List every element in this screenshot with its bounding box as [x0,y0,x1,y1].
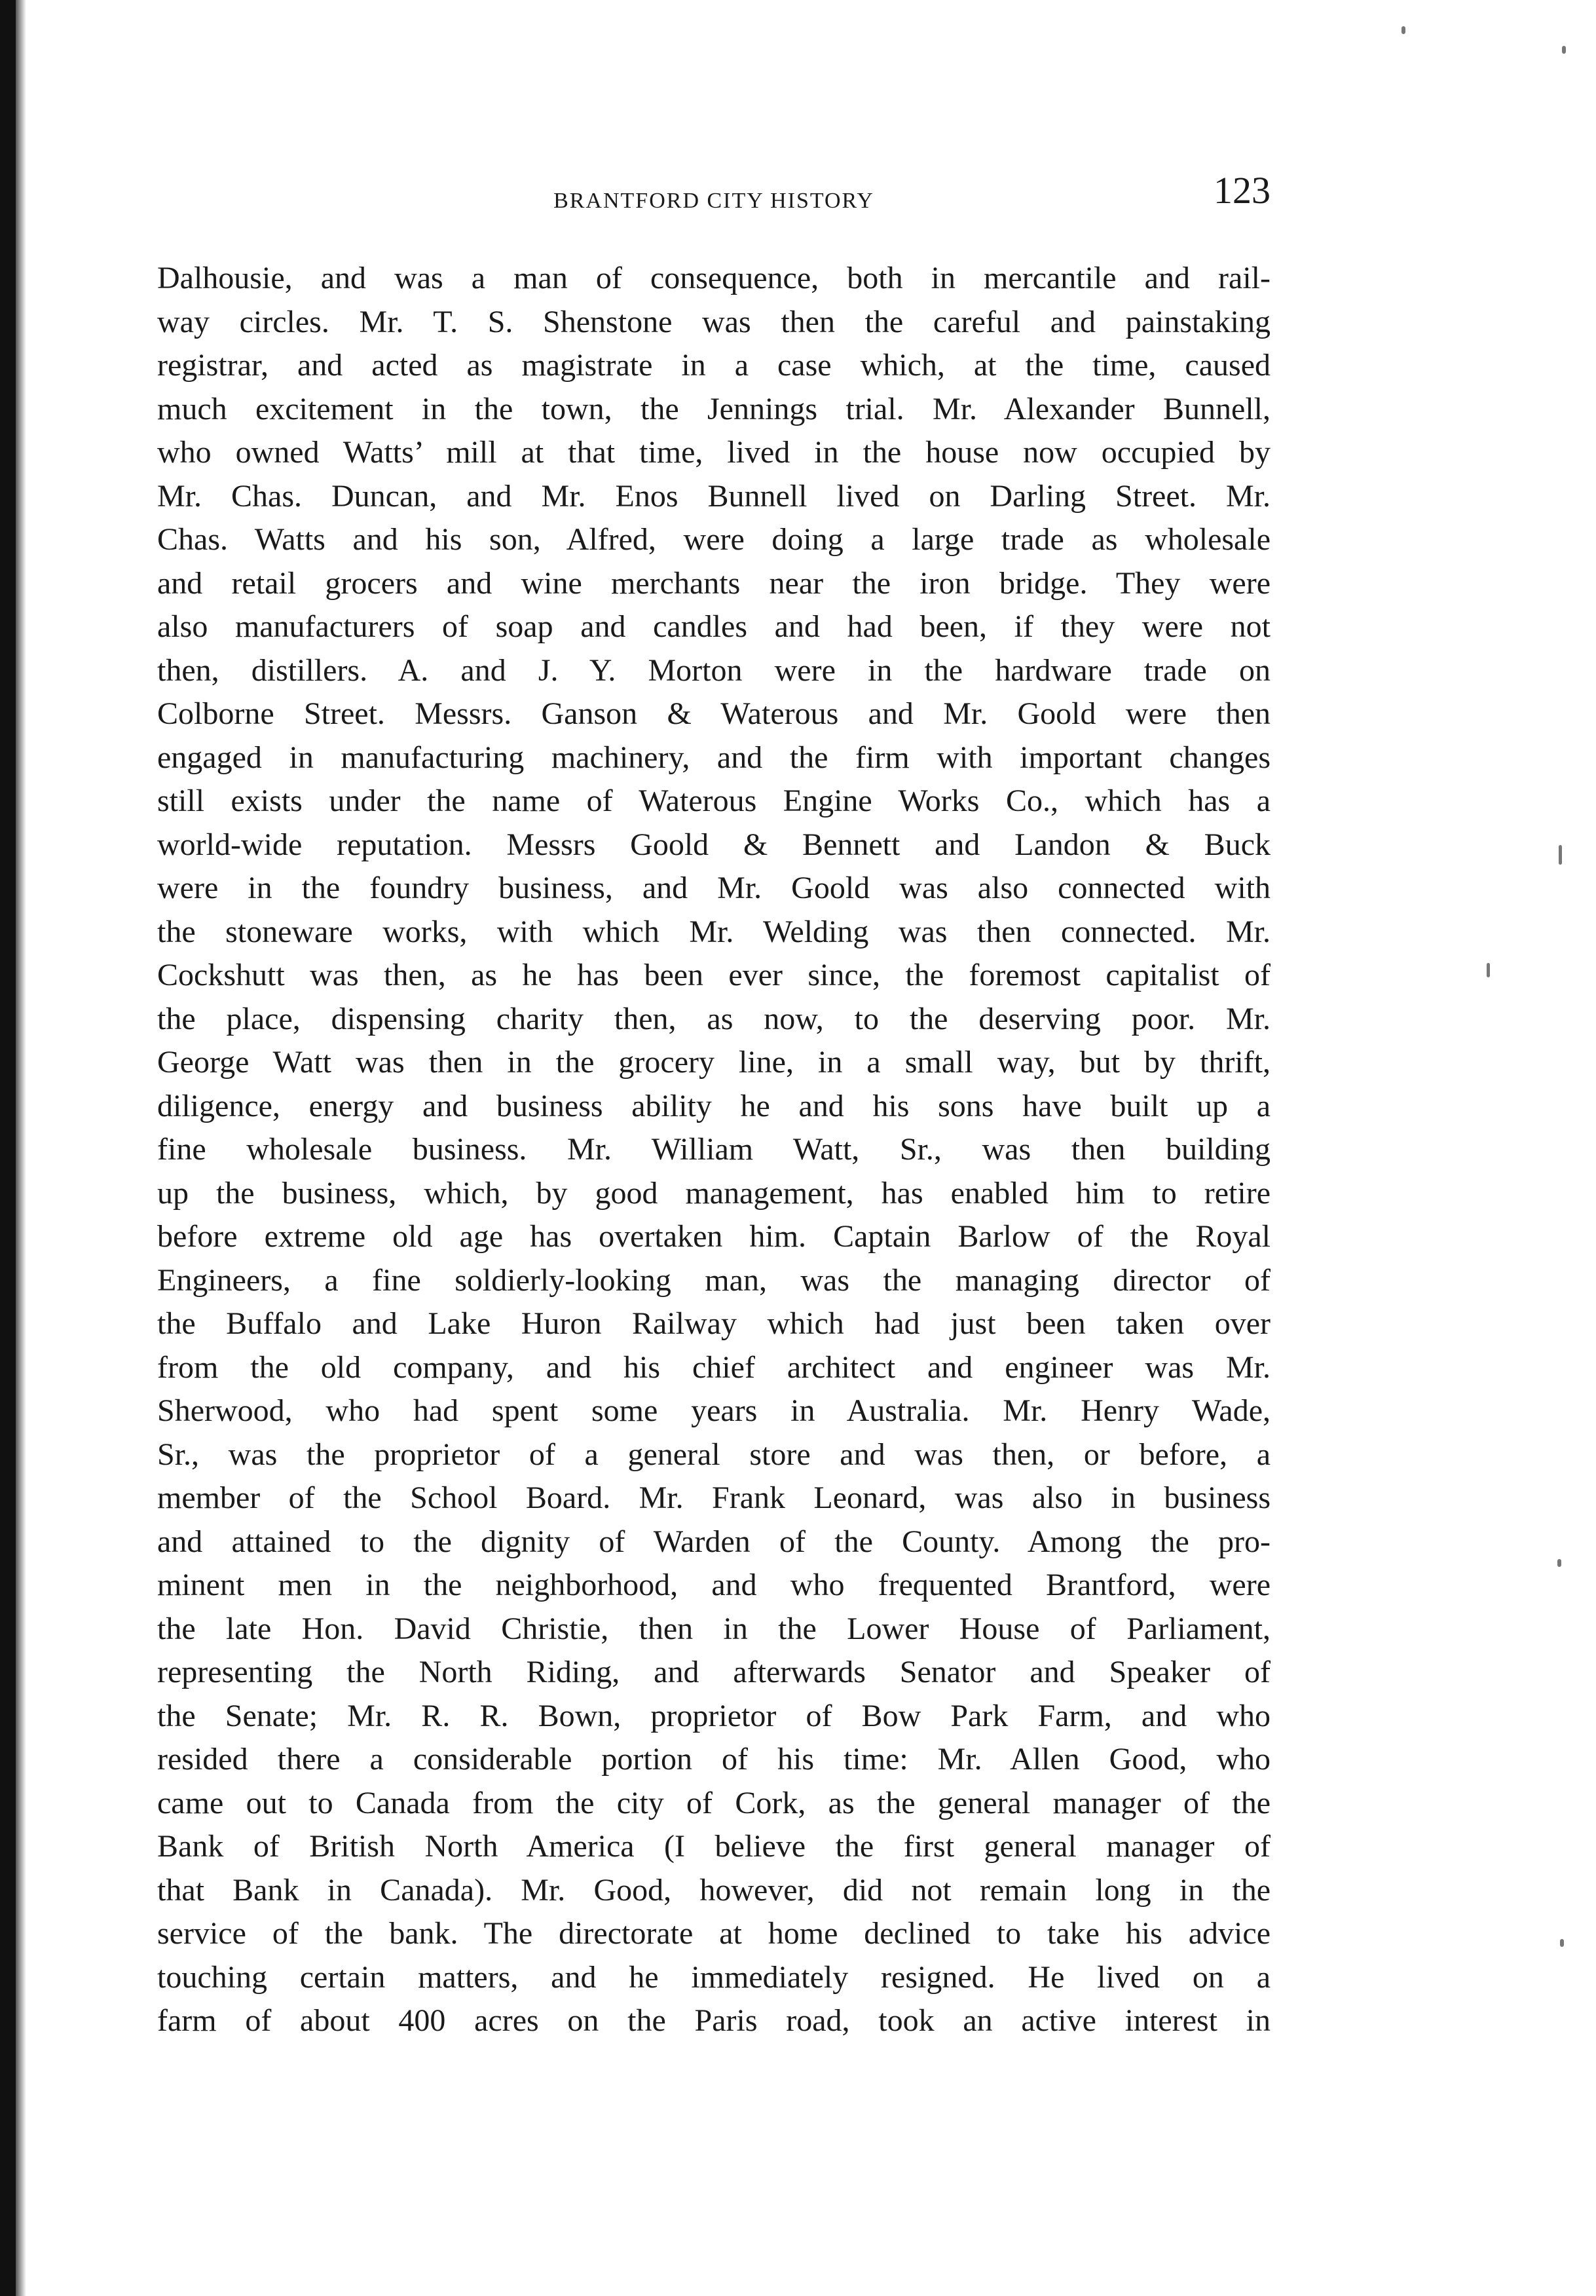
text-line: still exists under the name of Waterous Engine Works Co., which has a [157,783,1271,818]
text-line: and retail grocers and wine merchants near the iron bridge. They were [157,565,1271,601]
text-line: also manufacturers of soap and candles and had been, if they were not [157,609,1271,644]
text-line: minent men in the neighborhood, and who frequented Brantford, were [157,1568,1271,1602]
text-line: much excitement in the town, the Jennings trial. Mr. Alexander Bunnell, [157,391,1271,426]
text-line: from the old company, and his chief architect and engineer was Mr. [157,1349,1271,1385]
text-line: before extreme old age has overtaken him. Captain Barlow of the Royal [157,1219,1271,1254]
text-line: Sr., was the proprietor of a general store and was then, or before, a [157,1437,1271,1472]
page-number: 123 [1214,169,1271,212]
body-text [157,257,1271,2043]
text-line: engaged in manufacturing machinery, and the firm with important changes [157,740,1271,775]
scan-speck [1401,26,1405,34]
text-line: touching certain matters, and he immediately resigned. He lived on a [157,1959,1271,1995]
text-line: George Watt was then in the grocery line, in a small way, but by thrift, [157,1045,1271,1080]
text-line: were in the foundry business, and Mr. Goold was also connected with [157,871,1271,905]
scan-speck [1487,963,1490,977]
text-line: member of the School Board. Mr. Frank Leonard, was also in business [157,1480,1271,1515]
text-line: the place, dispensing charity then, as now, to the deserving poor. Mr. [157,1001,1271,1036]
text-line: representing the North Riding, and afterwards Senator and Speaker of [157,1655,1271,1689]
scan-binding-edge [0,0,16,2296]
text-line: world-wide reputation. Messrs Goold & Bennett and Landon & Buck [157,827,1271,862]
page-header [157,169,1271,231]
scan-speck [1562,46,1566,54]
text-line: the late Hon. David Christie, then in the Lower House of Parliament, [157,1611,1271,1646]
text-line: diligence, energy and business ability he and his sons have built up a [157,1088,1271,1123]
scan-speck [1557,1559,1561,1567]
running-head: BRANTFORD CITY HISTORY [553,189,874,213]
text-line: fine wholesale business. Mr. William Watt, Sr., was then building [157,1132,1271,1167]
text-line: and attained to the dignity of Warden of the County. Among the pro- [157,1524,1271,1559]
scan-speck [1559,845,1562,865]
text-line: Mr. Chas. Duncan, and Mr. Enos Bunnell lived on Darling Street. Mr. [157,478,1271,514]
text-line: who owned Watts’ mill at that time, lived in the house now occupied by [157,435,1271,470]
text-line: way circles. Mr. T. S. Shenstone was then the careful and painstaking [157,304,1271,339]
text-line: the stoneware works, with which Mr. Welding was then connected. Mr. [157,914,1271,949]
text-line: resided there a considerable portion of his time: Mr. Allen Good, who [157,1742,1271,1777]
text-line: up the business, which, by good management, has enabled him to retire [157,1175,1271,1211]
text-line: the Senate; Mr. R. R. Bown, proprietor of Bow Park Farm, and who [157,1698,1271,1733]
scan-speck [1560,1939,1564,1947]
text-line: that Bank in Canada). Mr. Good, however, did not remain long in the [157,1872,1271,1908]
text-line: Colborne Street. Messrs. Ganson & Waterous and Mr. Goold were then [157,696,1271,731]
text-line: Cockshutt was then, as he has been ever since, the foremost capitalist of [157,958,1271,992]
text-line: service of the bank. The directorate at home declined to take his advice [157,1916,1271,1951]
text-line: registrar, and acted as magistrate in a case which, at the time, caused [157,348,1271,383]
text-line: Sherwood, who had spent some years in Australia. Mr. Henry Wade, [157,1393,1271,1428]
text-line: farm of about 400 acres on the Paris road, took an active interest in [157,2003,1271,2038]
scan-binding-shadow [16,0,26,2296]
text-line: the Buffalo and Lake Huron Railway which had just been taken over [157,1306,1271,1341]
text-line: then, distillers. A. and J. Y. Morton were in the hardware trade on [157,652,1271,688]
text-line: came out to Canada from the city of Cork, as the general manager of the [157,1785,1271,1820]
text-line: Chas. Watts and his son, Alfred, were doing a large trade as wholesale [157,522,1271,557]
text-line: Bank of British North America (I believe the first general manager of [157,1829,1271,1864]
text-line: Engineers, a fine soldierly-looking man, was the managing director of [157,1262,1271,1298]
text-line: Dalhousie, and was a man of consequence, both in mercantile and rail- [157,261,1271,295]
